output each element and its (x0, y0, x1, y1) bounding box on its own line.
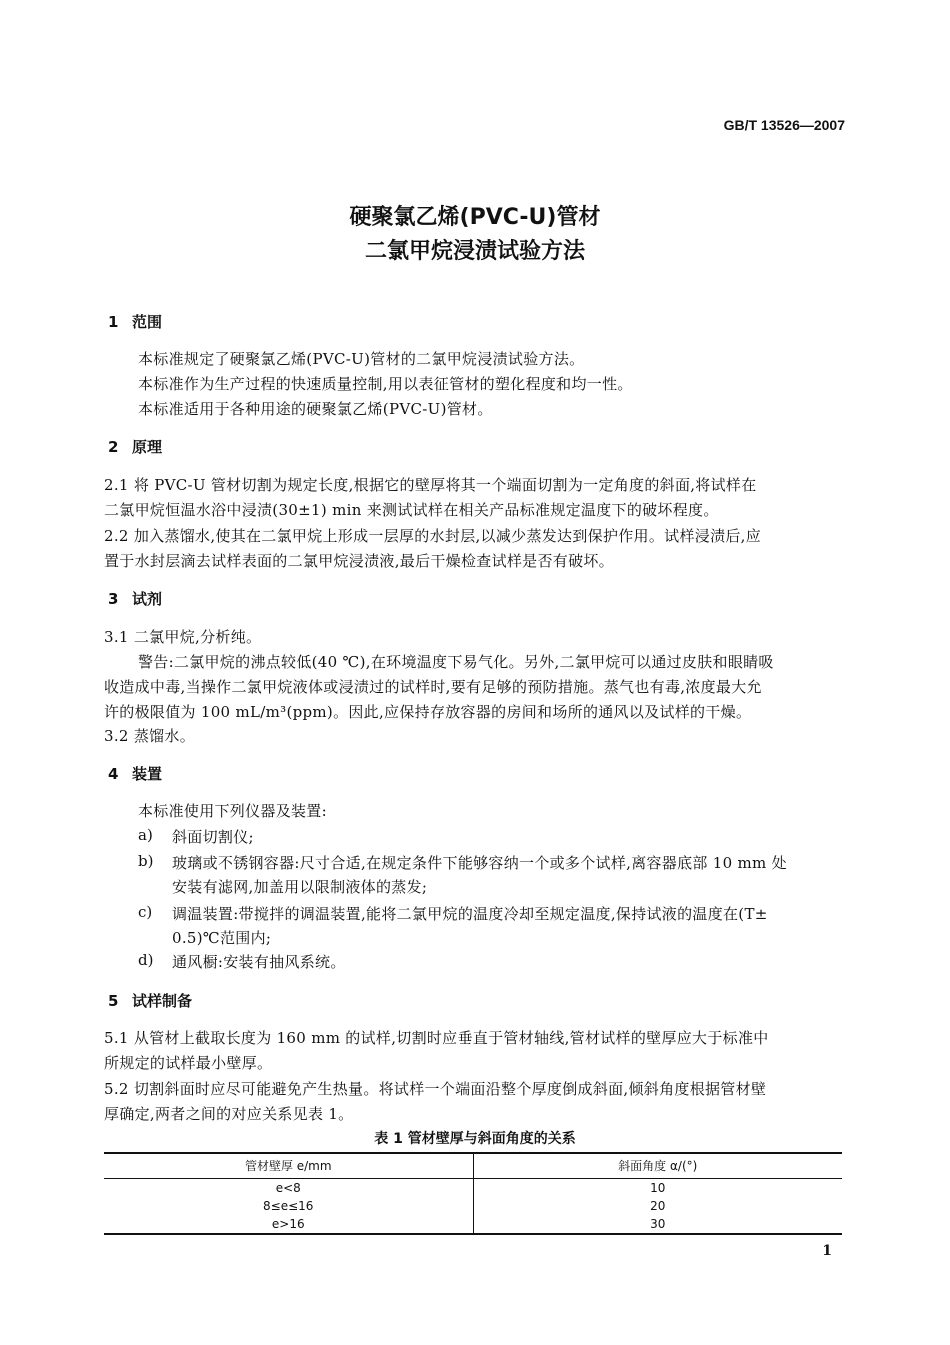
paragraph: 5.1 从管材上截取长度为 160 mm 的试样,切割时应垂直于管材轴线,管材试样的壁厚应大于标准中 (104, 1029, 769, 1047)
paragraph: 2.2 加入蒸馏水,使其在二氯甲烷上形成一层厚的水封层,以减少蒸发达到保护作用。试样浸渍后,应 (104, 527, 762, 545)
list-item: 斜面切割仪; (172, 828, 254, 846)
table-row (104, 1179, 842, 1198)
paragraph: 5.2 切割斜面时应尽可能避免产生热量。将试样一个端面沿整个厚度倒成斜面,倾斜角度根据管材壁 (104, 1080, 767, 1098)
section-number: 2 (108, 438, 119, 456)
paragraph: 本标准适用于各种用途的硬聚氯乙烯(PVC-U)管材。 (138, 400, 493, 418)
section-4-heading (108, 763, 162, 784)
list-item: 调温装置:带搅拌的调温装置,能将二氯甲烷的温度冷却至规定温度,保持试液的温度在(T± (172, 905, 768, 923)
list-label: a) (138, 826, 153, 844)
table-caption: 表 1 管材壁厚与斜面角度的关系 (374, 1131, 576, 1147)
list-item-cont: 0.5)℃范围内; (172, 929, 272, 947)
list-label: d) (138, 951, 154, 969)
table-header-cell: 管材壁厚 e/mm (104, 1153, 473, 1179)
section-number: 4 (108, 765, 119, 783)
standard-code: GB/T 13526—2007 (723, 117, 845, 133)
section-3-heading (108, 588, 162, 609)
section-number: 1 (108, 313, 119, 331)
table-cell: e>16 (104, 1215, 473, 1234)
list-label: b) (138, 852, 154, 870)
table-cell: e<8 (104, 1179, 473, 1198)
table-header-row (104, 1153, 842, 1179)
paragraph: 所规定的试样最小壁厚。 (104, 1054, 273, 1072)
section-title: 试剂 (132, 590, 163, 608)
title-line-1: 硬聚氯乙烯(PVC-U)管材 (349, 205, 601, 230)
table-cell: 10 (650, 1181, 666, 1195)
paragraph: 本标准作为生产过程的快速质量控制,用以表征管材的塑化程度和均一性。 (138, 375, 633, 393)
table-header-cell: 斜面角度 α/(°) (473, 1153, 842, 1179)
list-item-cont: 安装有滤网,加盖用以限制液体的蒸发; (172, 878, 428, 896)
table-row (104, 1197, 842, 1215)
paragraph: 3.2 蒸馏水。 (104, 727, 196, 745)
paragraph: 二氯甲烷恒温水浴中浸渍(30±1) min 来测试试样在相关产品标准规定温度下的破坏程度。 (104, 501, 719, 519)
title-line-2: 二氯甲烷浸渍试验方法 (364, 239, 585, 264)
paragraph: 2.1 将 PVC-U 管材切割为规定长度,根据它的壁厚将其一个端面切割为一定角度的斜面,将试样在 (104, 476, 757, 494)
paragraph: 本标准规定了硬聚氯乙烯(PVC-U)管材的二氯甲烷浸渍试验方法。 (138, 350, 585, 368)
paragraph: 厚确定,两者之间的对应关系见表 1。 (104, 1105, 354, 1123)
warning-paragraph: 许的极限值为 100 mL/m³(ppm)。因此,应保持存放容器的房间和场所的通风以及试样的干燥。 (104, 703, 752, 721)
table-cell: 30 (650, 1217, 666, 1231)
warning-paragraph: 收造成中毒,当操作二氯甲烷液体或浸渍过的试样时,要有足够的预防措施。蒸气也有毒,浓度最大允 (104, 678, 762, 696)
section-title: 试样制备 (132, 992, 193, 1010)
section-title: 装置 (132, 765, 163, 783)
list-label: c) (138, 903, 153, 921)
list-item: 玻璃或不锈钢容器:尺寸合适,在规定条件下能够容纳一个或多个试样,离容器底部 10 mm 处 (172, 854, 787, 872)
section-number: 5 (108, 992, 119, 1010)
paragraph: 3.1 二氯甲烷,分析纯。 (104, 628, 262, 646)
section-title: 范围 (132, 313, 163, 331)
section-number: 3 (108, 590, 119, 608)
section-5-heading (108, 990, 192, 1011)
paragraph: 置于水封层滴去试样表面的二氯甲烷浸渍液,最后干燥检查试样是否有破坏。 (104, 552, 614, 570)
page-number: 1 (822, 1243, 832, 1259)
section-1-heading (108, 311, 162, 332)
paragraph: 本标准使用下列仪器及装置: (138, 802, 327, 820)
list-item: 通风橱:安装有抽风系统。 (172, 953, 346, 971)
warning-paragraph: 警告:二氯甲烷的沸点较低(40 ℃),在环境温度下易气化。另外,二氯甲烷可以通过皮肤和眼睛吸 (138, 653, 774, 671)
table-row (104, 1215, 842, 1234)
table-cell: 20 (650, 1199, 666, 1213)
table-cell: 8≤e≤16 (104, 1197, 473, 1215)
section-2-heading (108, 436, 162, 457)
thickness-angle-table (104, 1152, 842, 1235)
section-title: 原理 (132, 438, 163, 456)
